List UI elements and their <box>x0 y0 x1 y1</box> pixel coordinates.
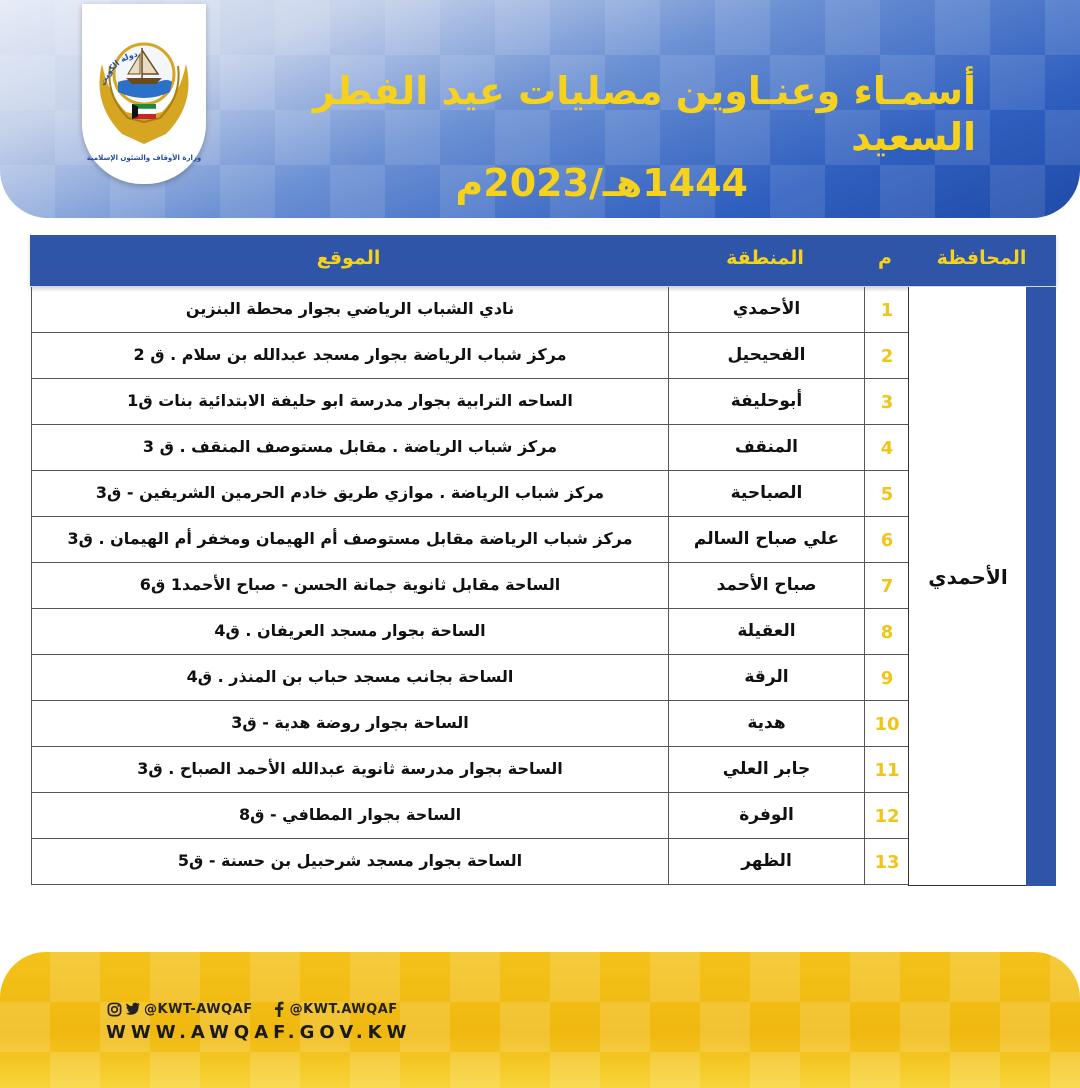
table-row <box>31 839 908 885</box>
row-location: نادي الشباب الرياضي بجوار محطة البنزين <box>32 287 669 332</box>
row-location: مركز شباب الرياضة . موازي طريق خادم الحرمين الشريفين - ق3 <box>32 471 669 516</box>
row-location: الساحه الترابية بجوار مدرسة ابو حليفة الابتدائية بنات ق1 <box>32 379 669 424</box>
row-number: 7 <box>880 576 894 597</box>
table-row <box>31 517 908 563</box>
header-number: م <box>878 247 892 269</box>
row-location: الساحة بجوار روضة هدية - ق3 <box>32 701 669 746</box>
row-number: 4 <box>880 438 894 459</box>
row-area: هدية <box>669 701 865 746</box>
facebook-handle[interactable]: @KWT.AWQAF <box>289 1001 398 1017</box>
row-area: جابر العلي <box>669 747 865 792</box>
row-number: 9 <box>880 668 894 689</box>
row-number: 5 <box>880 484 894 505</box>
row-location: مركز شباب الرياضة مقابل مستوصف أم الهيمان ومخفر أم الهيمان . ق3 <box>32 517 669 562</box>
table-body <box>31 287 908 885</box>
page-title <box>216 68 976 206</box>
svg-text:وزارة الأوقاف والشئون الإسلامي: وزارة الأوقاف والشئون الإسلامية <box>86 154 202 162</box>
table-row <box>31 333 908 379</box>
row-area: الفحيحيل <box>669 333 865 378</box>
row-location: الساحة بجوار المطافي - ق8 <box>32 793 669 838</box>
row-number: 11 <box>874 760 900 781</box>
title-line-1: أسمـاء وعنـاوين مصليات عيد الفطر السعيد <box>312 69 976 159</box>
header-location: الموقع <box>316 247 381 269</box>
row-number: 1 <box>880 300 894 321</box>
row-number: 10 <box>874 714 900 735</box>
row-area: الرقة <box>669 655 865 700</box>
row-location: الساحة بجوار مسجد العريفان . ق4 <box>32 609 669 654</box>
title-year: 1444هـ/2023م <box>455 161 748 205</box>
ministry-logo <box>82 4 206 184</box>
header-area: المنطقة <box>726 247 804 269</box>
row-area: المنقف <box>669 425 865 470</box>
row-number: 2 <box>880 346 894 367</box>
table-row <box>31 793 908 839</box>
footer-banner <box>0 952 1080 1088</box>
row-location: مركز شباب الرياضة . مقابل مستوصف المنقف . ق 3 <box>32 425 669 470</box>
table-row <box>31 425 908 471</box>
table-row <box>31 287 908 333</box>
row-area: أبوحليفة <box>669 379 865 424</box>
twitter-icon[interactable] <box>125 1001 141 1017</box>
website-link[interactable]: WWW.AWQAF.GOV.KW <box>106 1022 412 1043</box>
table-row <box>31 655 908 701</box>
table-row <box>31 609 908 655</box>
row-area: الوفرة <box>669 793 865 838</box>
table-header <box>30 235 1056 286</box>
social-handles <box>106 998 398 1020</box>
row-area: علي صباح السالم <box>669 517 865 562</box>
row-area: الصباحية <box>669 471 865 516</box>
table-row <box>31 701 908 747</box>
row-number: 8 <box>880 622 894 643</box>
row-number: 13 <box>874 852 900 873</box>
header-banner <box>0 0 1080 218</box>
table-row <box>31 747 908 793</box>
row-number: 6 <box>880 530 894 551</box>
table-row <box>31 379 908 425</box>
twitter-instagram-handle[interactable]: @KWT-AWQAF <box>144 1001 253 1017</box>
row-number: 12 <box>874 806 900 827</box>
header-governorate: المحافظة <box>936 247 1027 269</box>
row-location: الساحة بجانب مسجد حباب بن المنذر . ق4 <box>32 655 669 700</box>
row-area: العقيلة <box>669 609 865 654</box>
emblem-icon <box>82 4 206 184</box>
row-location: الساحة مقابل ثانوية جمانة الحسن - صباح الأحمد1 ق6 <box>32 563 669 608</box>
row-area: الأحمدي <box>669 287 865 332</box>
governorate-name: الأحمدي <box>928 565 1008 589</box>
table-row <box>31 471 908 517</box>
row-location: الساحة بجوار مدرسة ثانوية عبدالله الأحمد الصباح . ق3 <box>32 747 669 792</box>
row-number: 3 <box>880 392 894 413</box>
row-location: مركز شباب الرياضة بجوار مسجد عبدالله بن سلام . ق 2 <box>32 333 669 378</box>
instagram-icon[interactable] <box>106 1001 122 1017</box>
table-side-bar <box>1026 287 1056 886</box>
row-area: الظهر <box>669 839 865 884</box>
table-row <box>31 563 908 609</box>
row-location: الساحة بجوار مسجد شرحبيل بن حسنة - ق5 <box>32 839 669 884</box>
row-area: صباح الأحمد <box>669 563 865 608</box>
svg-text:دولة الكويت: دولة الكويت <box>98 49 139 87</box>
governorate-cell <box>908 287 1027 886</box>
facebook-icon[interactable] <box>271 1001 287 1017</box>
